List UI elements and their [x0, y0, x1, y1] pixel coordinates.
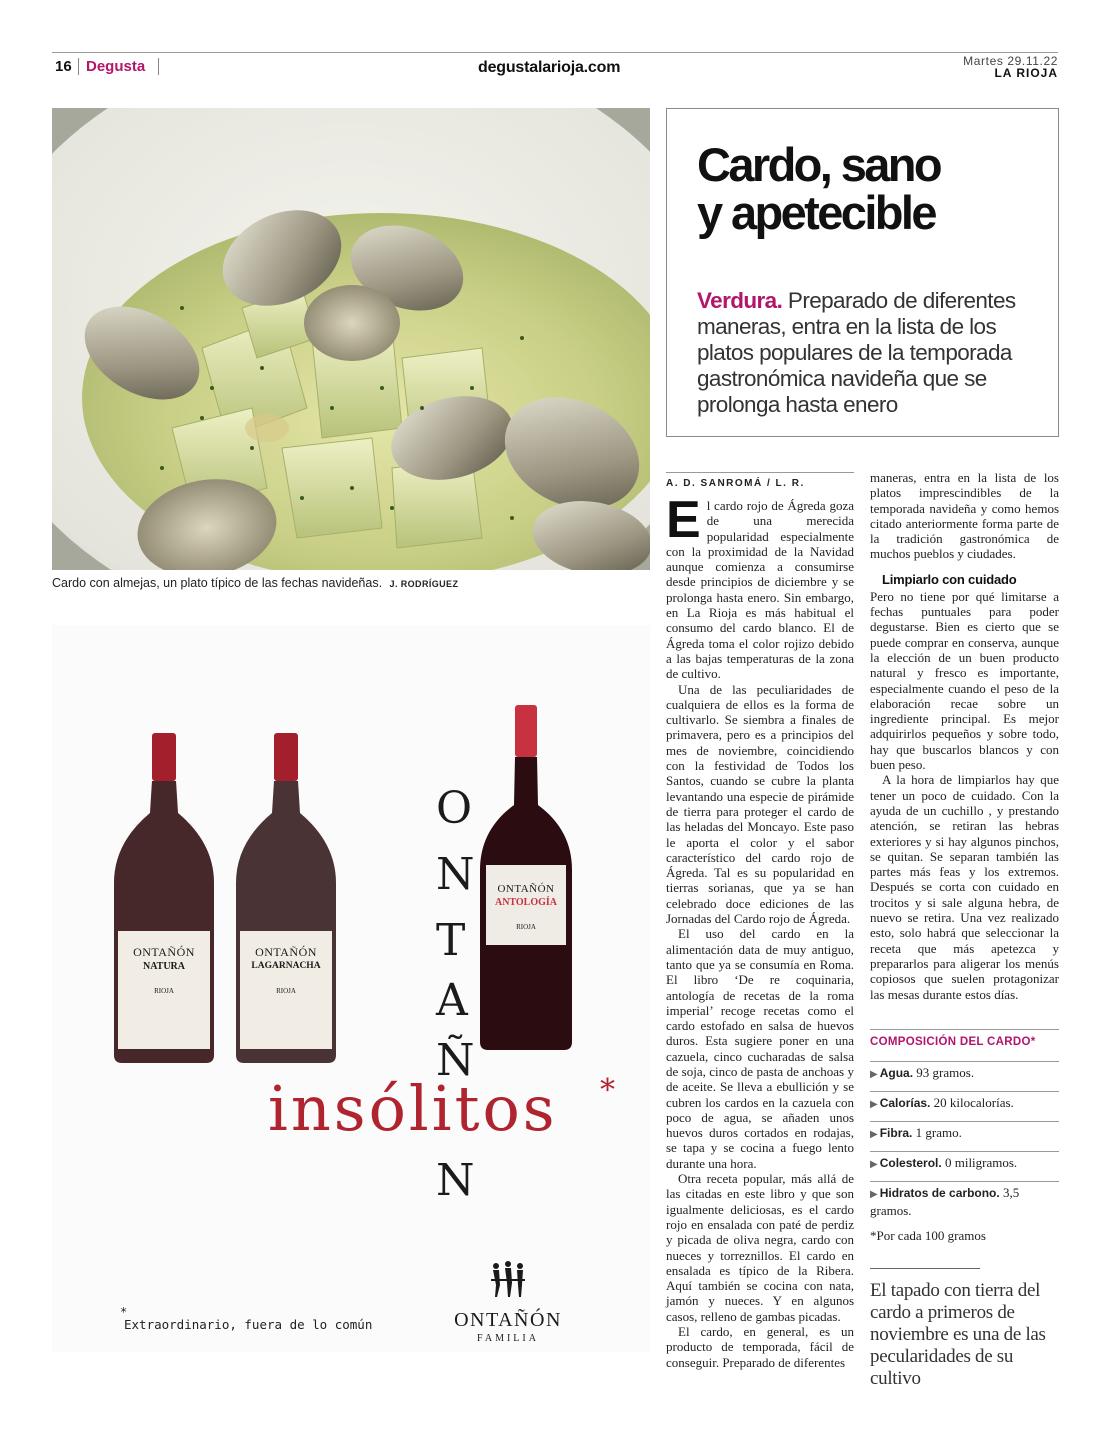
headline-box — [666, 108, 1059, 437]
paragraph: El cardo rojo de Ágreda goza de una merecida popularidad especialmente con la proximidad de la Navidad aunque comienza a consumirse desde principios de diciembre y se prolonga hasta enero. Sin embargo, en La Rioja es más habitual el consumo del cardo blanco. El de Ágreda toma el color rojizo debido a las bajas temperaturas de la zona de cultivo. — [666, 491, 854, 682]
paragraph: Una de las peculiaridades de cualquiera de ellos es la forma de cultivarlo. Se siembra a finales de primavera, pero es a principios del mes de noviembre, coincidiendo con la festividad de Todos los Santos, cuando se cubre la planta levantando una especie de pirámide de tierra para proteger el cardo de las heladas del Moncayo. Este paso le aporta el color y el sabor característico del cardo rojo de Ágreda. Tal es su popularidad en tierras sorianas, que ya se han celebrado doce ediciones de las Jornadas del Cardo rojo de Ágreda. — [666, 681, 854, 927]
factbox-title: COMPOSICIÓN DEL CARDO* — [870, 1036, 1036, 1048]
pullquote: El tapado con tierra del cardo a primeros de noviembre es una de las pecularidades de su cultivo — [870, 1280, 1046, 1389]
paragraph: El cardo, en general, es un producto de temporada, fácil de conseguir. Preparado de diferentes — [666, 1324, 854, 1370]
factbox-item: ▶ Hidratos de carbono. 3,5 gramos. — [870, 1181, 1059, 1226]
wine-bottle-antologia — [480, 705, 572, 1050]
article-column-2 — [870, 470, 1059, 1002]
arrow-icon: ▶ — [870, 1099, 878, 1110]
factbox-item: ▶ Calorías. 20 kilocalorías. — [870, 1091, 1059, 1121]
paragraph: A la hora de limpiarlos hay que tener un poco de cuidado. Con la ayuda de un cuchillo , y prestando atención, se retiran las hebras exteriores y si hay algunos pinchos, se quitan. Se separan también las partes más feas y los extremos. Después se corta con cuidado en trocitos y si sale alguna hebra, de nuevo se retira. Una vez realizado esto, solo habrá que seleccionar la receta que más apetezca y prepararlos para aligerar los menús copiosos que suelen protagonizar las mesas durante estos días. — [870, 772, 1059, 1002]
photo-credit: J. RODRÍGUEZ — [389, 579, 459, 589]
byline-rule — [666, 472, 854, 473]
header-divider — [78, 58, 79, 75]
wine-bottle-natura — [114, 733, 214, 1063]
paragraph: Pero no tiene por qué limitarse a fechas puntuales para poder degustarse. Bien es cierto que se puede comprar en conserva, aunque la elección de un buen producto natural y fresco es importante, especialmente cuando el peso de la elaboración recae sobre un ingrediente principal. Es mejor adquirirlos pequeños y sobre todo, hay que buscarlos blancos y con buen peso. — [870, 588, 1059, 773]
factbox-note: *Por cada 100 gramos — [870, 1228, 986, 1243]
ad-slogan: insólitos — [268, 1072, 558, 1145]
arrow-icon: ▶ — [870, 1129, 878, 1140]
header-divider — [158, 58, 159, 75]
ontanon-logo-icon — [487, 1259, 529, 1301]
paragraph: maneras, entra en la lista de los platos imprescindibles de la temporada navideña y como hemos citado anteriormente forma parte de la tradición gastronómica de muchos pueblos y ciudades. — [870, 470, 1059, 562]
subheading: Limpiarlo con cuidado — [882, 571, 1017, 587]
factbox-item: ▶ Fibra. 1 gramo. — [870, 1121, 1059, 1151]
header-rule — [52, 52, 1058, 53]
wine-bottle-lagarnacha — [236, 733, 336, 1063]
site-url[interactable]: degustalarioja.com — [478, 59, 621, 76]
headline-line-2: y apetecible — [697, 186, 935, 239]
brand-letter: Ñ — [436, 1035, 475, 1086]
pullquote-rule — [870, 1268, 980, 1269]
brand-letter: O — [436, 783, 473, 834]
factbox-rule — [870, 1029, 1059, 1030]
byline: A. D. SANROMÁ / L. R. — [666, 478, 805, 489]
paragraph: Otra receta popular, más allá de las citadas en este libro y que son igualmente deliciosas, es el cardo rojo en ensalada con paté de perdiz y picada de oliva negra, cardo con nueces y torreznillos. El cardo en ensalada es típico de la Ribera. Aquí también se cocina con nata, jamón y nueces. Y en algunos casos, relleno de gambas picadas. — [666, 1171, 854, 1324]
ad-logo-subtitle: FAMILIA — [477, 1333, 539, 1344]
factbox-item: ▶ Colesterol. 0 miligramos. — [870, 1151, 1059, 1181]
brand-letter: N — [436, 1155, 475, 1206]
caption-text: Cardo con almejas, un plato típico de las fechas navideñas. — [52, 576, 383, 590]
ad-slogan-asterisk: * — [600, 1073, 615, 1108]
brand-letter: N — [436, 849, 475, 900]
paragraph: El uso del cardo en la alimentación data de muy antiguo, tanto que ya se consumía en Roma. El libro ‘De re coquinaria, antología de recetas de la roma imperial’ recoge recetas como el cardo estofado en salsa de huevos duros. Esta sugiere poner en una cazuela, cinco cucharadas de salsa de soja, cinco de pasta de anchoas y de aceite. Se lleva a ebullición y se cubren los cardos en la cazuela con poco de agua, se añaden unos huevos duros cortados en rodajas, se tapa y se cocina a fuego lento durante una hora. — [666, 926, 854, 1171]
drop-cap: E — [666, 491, 701, 549]
headline-line-1: Cardo, sano — [697, 138, 941, 191]
brand-letter: A — [436, 975, 468, 1026]
cardo-almejas-image — [52, 108, 650, 570]
arrow-icon: ▶ — [870, 1189, 878, 1200]
standfirst-lead: Verdura. — [697, 288, 783, 313]
headline — [697, 138, 1037, 239]
page-number: 16 — [55, 58, 72, 75]
standfirst-text: Preparado de diferentes maneras, entra en la lista de los platos populares de la temporada gastronómica navideña que se prolonga hasta enero — [697, 288, 1016, 417]
arrow-icon: ▶ — [870, 1069, 878, 1080]
ad-footnote-mark: * — [120, 1305, 128, 1319]
newspaper-name: LA RIOJA — [994, 66, 1058, 80]
section-name[interactable]: Degusta — [86, 58, 146, 75]
dish-photo — [52, 108, 650, 570]
issue-date: Martes 29.11.22 — [963, 54, 1058, 68]
brand-letter: T — [436, 915, 466, 966]
ad-footnote: Extraordinario, fuera de lo común — [124, 1317, 373, 1332]
factbox-item: ▶ Agua. 93 gramos. — [870, 1061, 1059, 1091]
photo-caption — [52, 576, 458, 590]
factbox-list — [870, 1061, 1059, 1226]
ad-logo-name: ONTAÑÓN — [454, 1309, 562, 1331]
standfirst — [697, 288, 1037, 418]
ontanon-advertisement[interactable]: ONTAÑÓN NATURA RIOJA ONTAÑÓN LAGARNACHA RIOJA ONTAÑÓN ANTOLOGÍA RIOJA O N T A Ñ N insólitos * * Extraordinario, fuera de lo común ONTAÑÓN FAMILIA — [52, 625, 650, 1352]
arrow-icon: ▶ — [870, 1159, 878, 1170]
article-column-1 — [666, 491, 854, 1370]
